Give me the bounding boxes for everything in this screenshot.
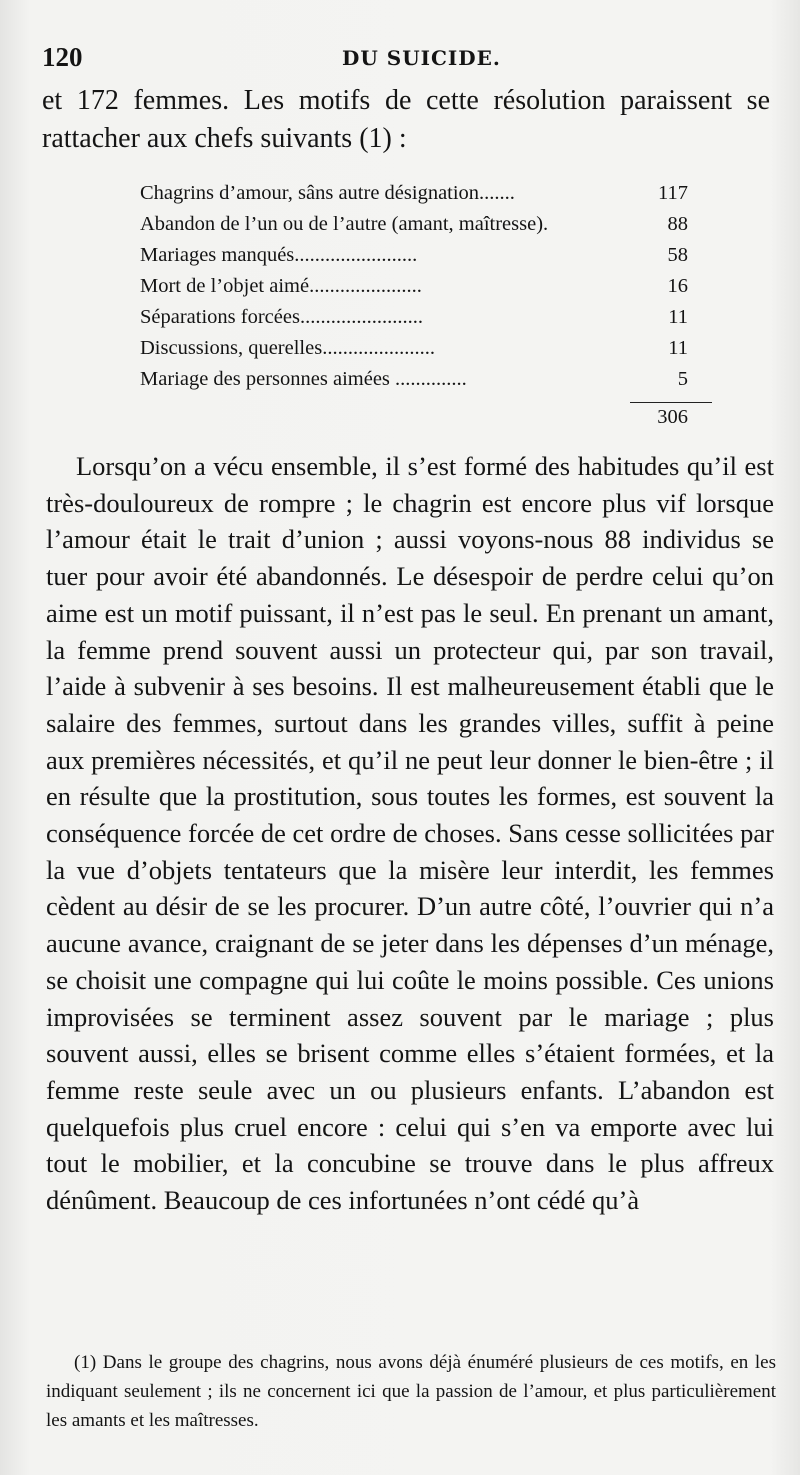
table-row: [140, 306, 700, 337]
table-row: [140, 244, 700, 275]
total-rule: [630, 402, 712, 403]
table-total: 306: [657, 406, 688, 428]
row-value: 117: [658, 182, 688, 204]
table-row: [140, 213, 700, 244]
row-label: Séparations forcées........................: [140, 306, 423, 328]
table-row: [140, 368, 700, 399]
row-value: 88: [667, 213, 688, 235]
row-value: 58: [667, 244, 688, 266]
row-label: Mort de l’objet aimé......................: [140, 275, 422, 297]
footnote: (1) Dans le groupe des chagrins, nous avons déjà énuméré plusieurs de ces motifs, en les indiquant seulement ; ils ne concernent ici que la passion de l’amour, et plus particulièrement les amants et les maîtresses.: [46, 1352, 776, 1431]
table-row: [140, 275, 700, 306]
row-value: 11: [668, 306, 688, 328]
row-label: Mariages manqués........................: [140, 244, 418, 266]
intro-paragraph: et 172 femmes. Les motifs de cette résolution paraissent se rattacher aux chefs suivants (1) :: [42, 85, 770, 154]
running-title: DU SUICIDE.: [342, 46, 501, 70]
row-label: Mariage des personnes aimées ..............: [140, 368, 467, 390]
row-label: Abandon de l’un ou de l’autre (amant, maîtresse).: [140, 213, 549, 235]
page-number: 120: [42, 42, 83, 72]
row-value: 11: [668, 337, 688, 359]
page-header: [42, 38, 772, 78]
table-row: [140, 337, 700, 368]
motives-table: [140, 182, 700, 428]
body-paragraph: Lorsqu’on a vécu ensemble, il s’est formé des habitudes qu’il est très-douloureux de rompre ; le chagrin est encore plus vif lorsque l’amour était le trait d’union ; aussi voyons-nous 88 individus se tuer pour avoir été abandonnés. Le désespoir de perdre celui qu’on aime est un motif puissant, il n’est pas le seul. En prenant un amant, la femme prend souvent aussi un protecteur qui, par son travail, l’aide à subvenir à ses besoins. Il est malheureusement établi que le salaire des femmes, surtout dans les grandes villes, suffit à peine aux premières nécessités, et qu’il ne peut leur donner le bien-être ; il en résulte que la prostitution, sous toutes les formes, est souvent la conséquence forcée de cet ordre de choses. Sans cesse sollicitées par la vue d’objets tentateurs que la misère leur interdit, les femmes cèdent au désir de se les procurer. D’un autre côté, l’ouvrier qui n’a aucune avance, craignant de se jeter dans les dépenses d’un ménage, se choisit une compagne qui lui coûte le moins possible. Ces unions improvisées se terminent assez souvent par le mariage ; plus souvent aussi, elles se brisent comme elles s’étaient formées, et la femme reste seule avec un ou plusieurs enfants. L’abandon est quelquefois plus cruel encore : celui qui s’en va emporte avec lui tout le mobilier, et la concubine se trouve dans le plus affreux dénûment. Beaucoup de ces infortunées n’ont cédé qu’à: [46, 451, 774, 1216]
row-value: 16: [667, 275, 688, 297]
row-label: Discussions, querelles......................: [140, 337, 435, 359]
row-value: 5: [677, 368, 688, 390]
row-label: Chagrins d’amour, sâns autre désignation.......: [140, 182, 515, 204]
table-row: [140, 182, 700, 213]
